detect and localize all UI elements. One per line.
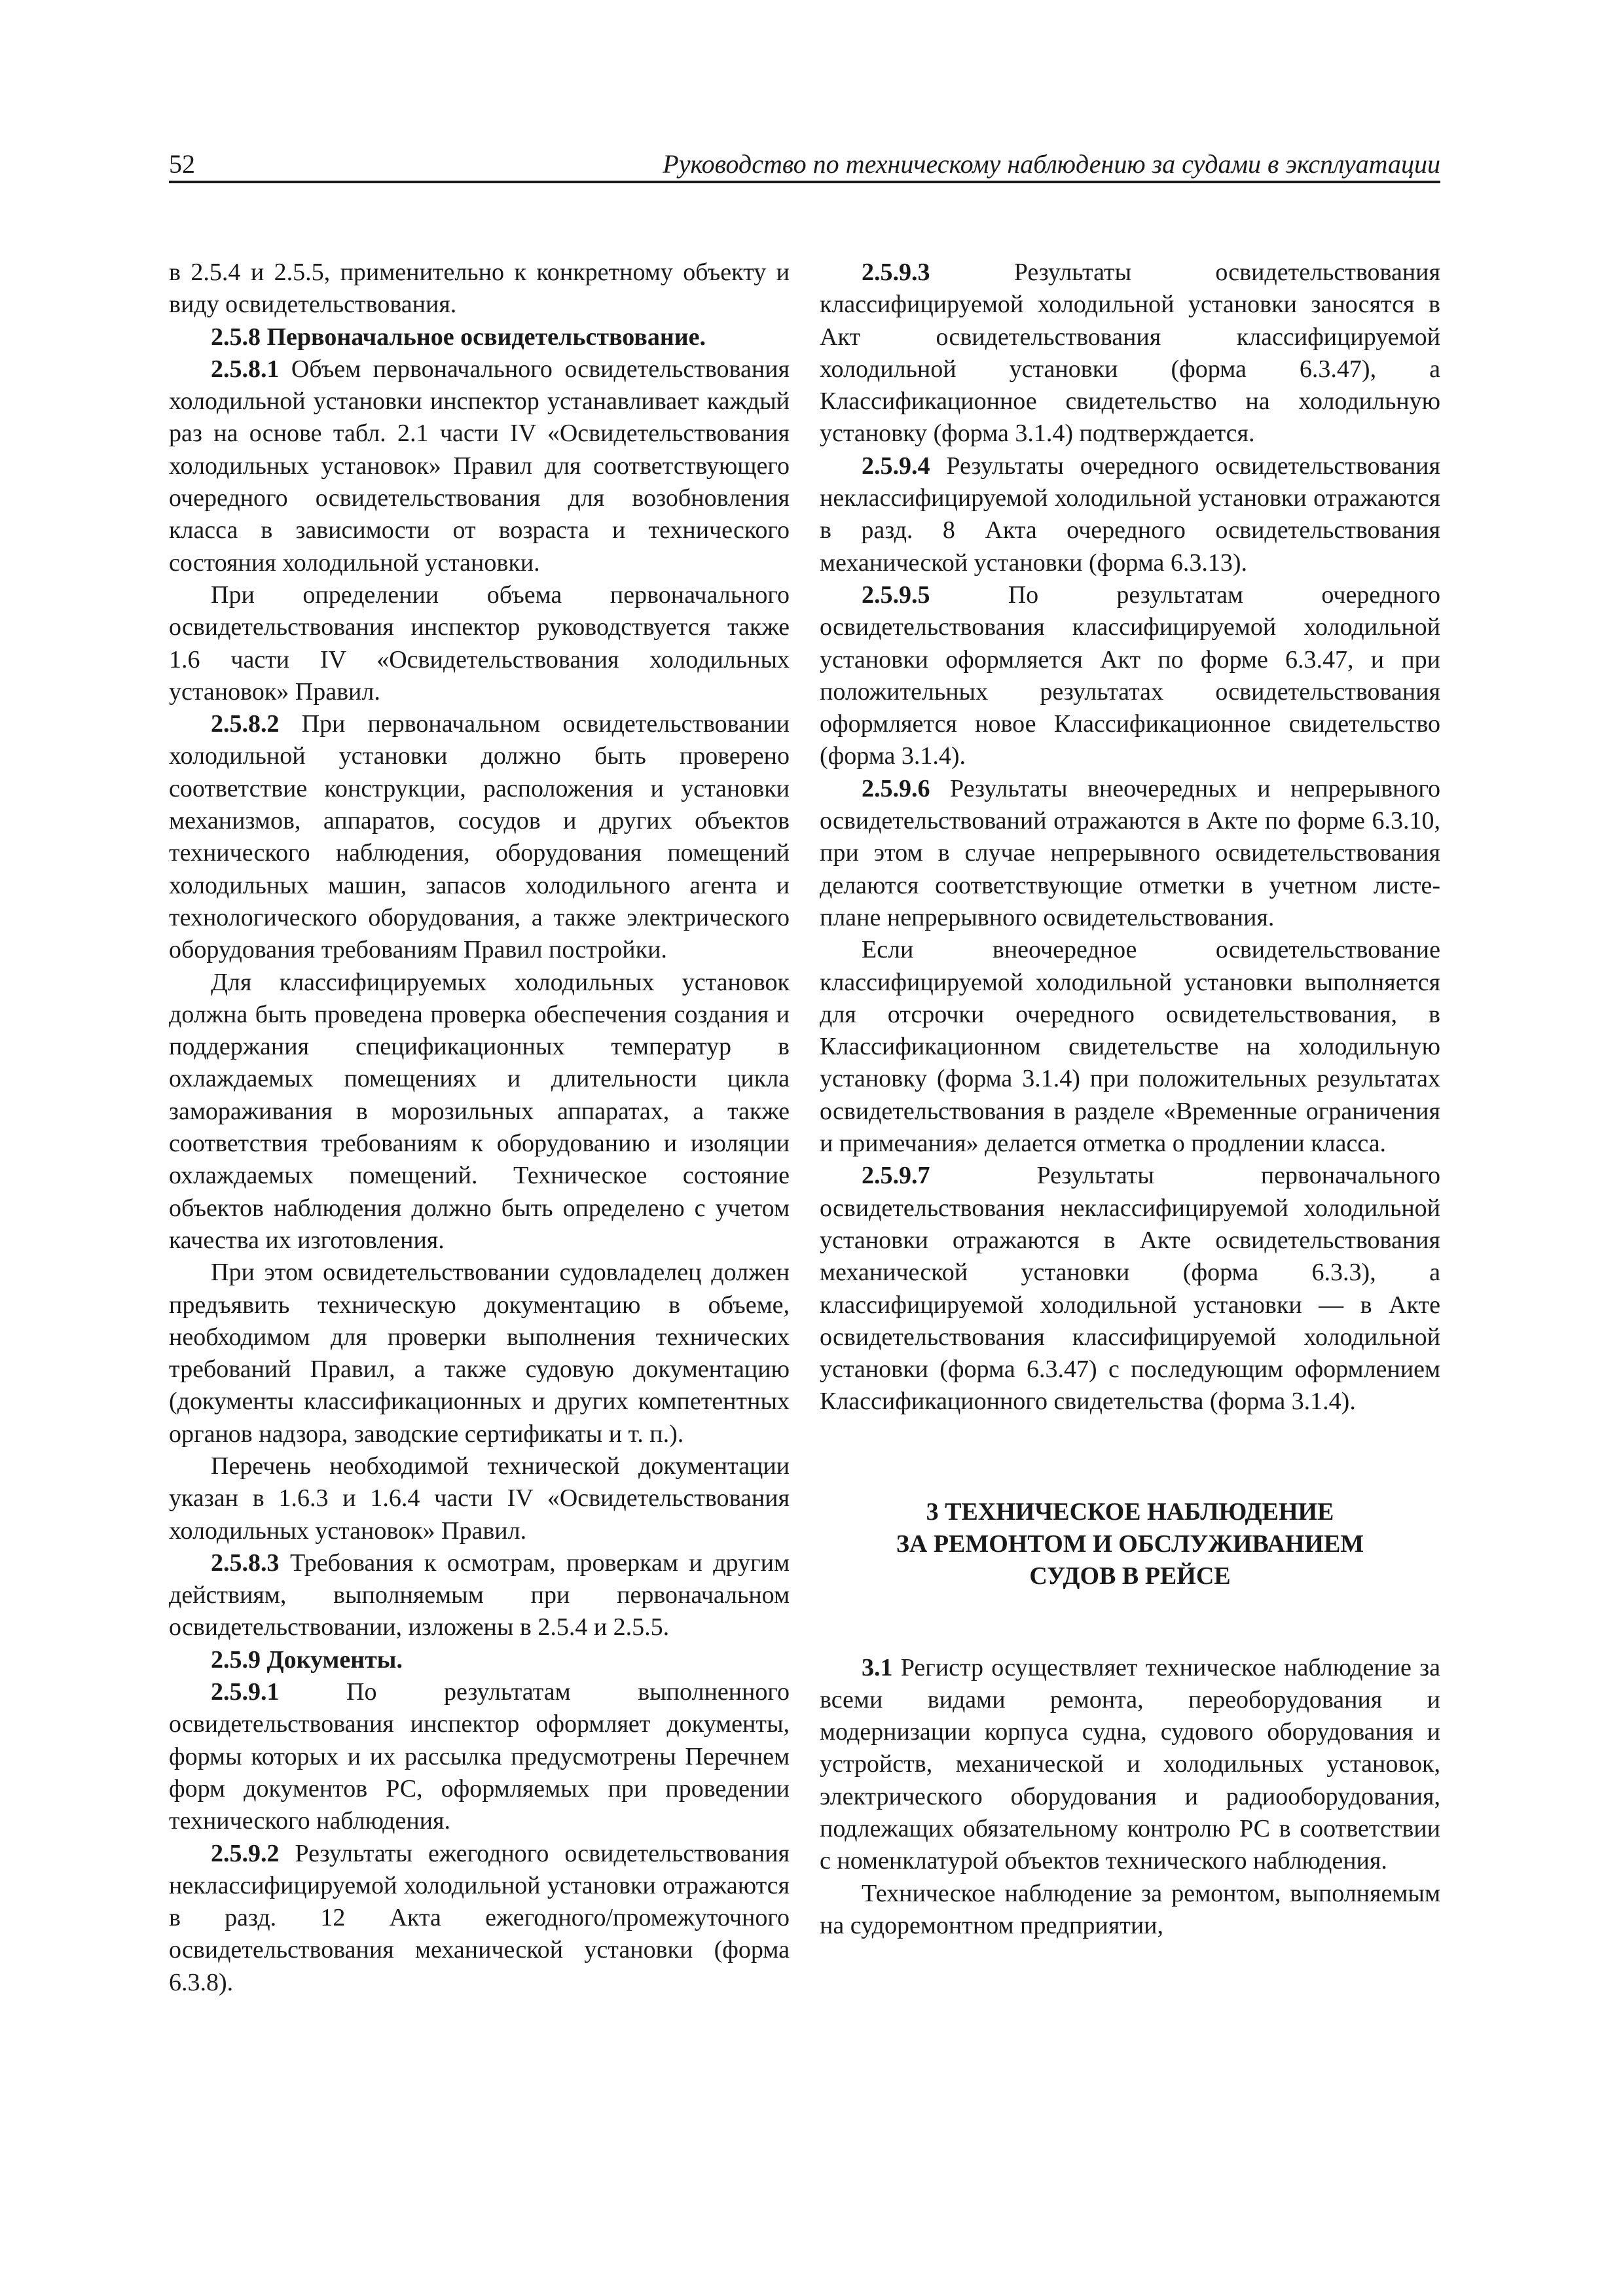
paragraph: Техническое наблюдение за ремонтом, выполняемым на судоремонтном предприятии, xyxy=(820,1879,1440,1939)
right-column xyxy=(820,257,1440,1942)
paragraph: 2.5.9.6 Результаты внеочередных и непрерывного освидетельствований отражаются в Акте по форме 6.3.10, при этом в случае непрерывного освидетельствования делаются соответствующие отметки в учетном листе-плане непрерывного освидетельствования. xyxy=(820,774,1440,931)
paragraph: 2.5.8.2 При первоначальном освидетельствовании холодильной установки должно быть проверено соответствие конструкции, расположения и установки механизмов, аппаратов, сосудов и других объектов технического наблюдения, оборудования помещений холодильных машин, запасов холодильного агента и технологического оборудования, а также электрического оборудования требованиям Правил постройки. xyxy=(169,710,790,964)
paragraph: 2.5.9.5 По результатам очередного освидетельствования классифицируемой холодильной установки оформляется Акт по форме 6.3.47, и при положительных результатах освидетельствования оформляется новое Классификационное свидетельство (форма 3.1.4). xyxy=(820,581,1440,770)
paragraph: 2.5.8.3 Требования к осмотрам, проверкам и другим действиям, выполняемым при первоначальном освидетельствовании, изложены в 2.5.4 и 2.5.5. xyxy=(169,1549,790,1641)
section-heading-line: СУДОВ В РЕЙСЕ xyxy=(1029,1562,1231,1590)
header-rule xyxy=(169,181,1440,183)
running-title: Руководство по техническому наблюдению за судами в эксплуатации xyxy=(663,149,1440,179)
subsection-heading: 2.5.9 Документы. xyxy=(211,1645,403,1674)
paragraph: 2.5.8.1 Объем первоначального освидетельствования холодильной установки инспектор устанавливает каждый раз на основе табл. 2.1 части IV «Освидетельствования холодильных установок» Правил для соответствующего очередного освидетельствования для возобновления класса в зависимости от возраста и технического состояния холодильной установки. xyxy=(169,355,790,577)
page-number: 52 xyxy=(169,149,195,179)
paragraph: 2.5.9.2 Результаты ежегодного освидетельствования неклассифицируемой холодильной установки отражаются в разд. 12 Акта ежегодного/промежуточного освидетельствования механической установки (форма 6.3.8). xyxy=(169,1839,790,1996)
paragraph: Перечень необходимой технической документации указан в 1.6.3 и 1.6.4 части IV «Освидетельствования холодильных установок» Правил. xyxy=(169,1452,790,1545)
page-header xyxy=(169,147,1440,181)
paragraph: 2.5.9.3 Результаты освидетельствования классифицируемой холодильной установки заносятся в Акт освидетельствования классифицируемой холодильной установки (форма 6.3.47), а Классификационное свидетельство на холодильную установку (форма 3.1.4) подтверждается. xyxy=(820,259,1440,448)
left-column xyxy=(169,257,790,1999)
paragraph: в 2.5.4 и 2.5.5, применительно к конкретному объекту и виду освидетельствования. xyxy=(169,259,790,319)
section-heading-line: ЗА РЕМОНТОМ И ОБСЛУЖИВАНИЕМ xyxy=(896,1530,1364,1558)
paragraph: При этом освидетельствовании судовладелец должен предъявить техническую документацию в объеме, необходимом для проверки выполнения технических требований Правил, а также судовую документацию (документы классификационных и других компетентных органов надзора, заводские сертификаты и т. п.). xyxy=(169,1259,790,1448)
subsection-heading: 2.5.8 Первоначальное освидетельствование. xyxy=(211,323,706,351)
paragraph: Если внеочередное освидетельствование классифицируемой холодильной установки выполняется для отсрочки очередного освидетельствования, в Классификационном свидетельстве на холодильную установку (форма 3.1.4) при положительных результатах освидетельствования в разделе «Временные ограничения и примечания» делается отметка о продлении класса. xyxy=(820,936,1440,1158)
paragraph: 2.5.9.4 Результаты очередного освидетельствования неклассифицируемой холодильной установки отражаются в разд. 8 Акта очередного освидетельствования механической установки (форма 6.3.13). xyxy=(820,452,1440,577)
section-heading-line: 3 ТЕХНИЧЕСКОЕ НАБЛЮДЕНИЕ xyxy=(926,1498,1334,1526)
paragraph: При определении объема первоначального освидетельствования инспектор руководствуется также 1.6 части IV «Освидетельствования холодильных установок» Правил. xyxy=(169,581,790,706)
section-heading xyxy=(820,1496,1440,1593)
paragraph: 2.5.9.7 Результаты первоначального освидетельствования неклассифицируемой холодильной установки отражаются в Акте освидетельствования механической установки (форма 6.3.3), а классифицируемой холодильной установки — в Акте освидетельствования классифицируемой холодильной установки (форма 6.3.47) с последующим оформлением Классификационного свидетельства (форма 3.1.4). xyxy=(820,1162,1440,1416)
paragraph: 2.5.9.1 По результатам выполненного освидетельствования инспектор оформляет документы, формы которых и их рассылка предусмотрены Перечнем форм документов РС, оформляемых при проведении технического наблюдения. xyxy=(169,1678,790,1835)
paragraph: 3.1 Регистр осуществляет техническое наблюдение за всеми видами ремонта, переоборудования и модернизации корпуса судна, судового оборудования и устройств, механической и холодильных установок, электрического оборудования и радиооборудования, подлежащих обязательному контролю РС в соответствии с номенклатурой объектов технического наблюдения. xyxy=(820,1653,1440,1875)
paragraph: Для классифицируемых холодильных установок должна быть проведена проверка обеспечения создания и поддержания спецификационных температур в охлаждаемых помещениях и длительности цикла замораживания в морозильных аппаратах, а также соответствия требованиям к оборудованию и изоляции охлаждаемых помещений. Техническое состояние объектов наблюдения должно быть определено с учетом качества их изготовления. xyxy=(169,968,790,1254)
